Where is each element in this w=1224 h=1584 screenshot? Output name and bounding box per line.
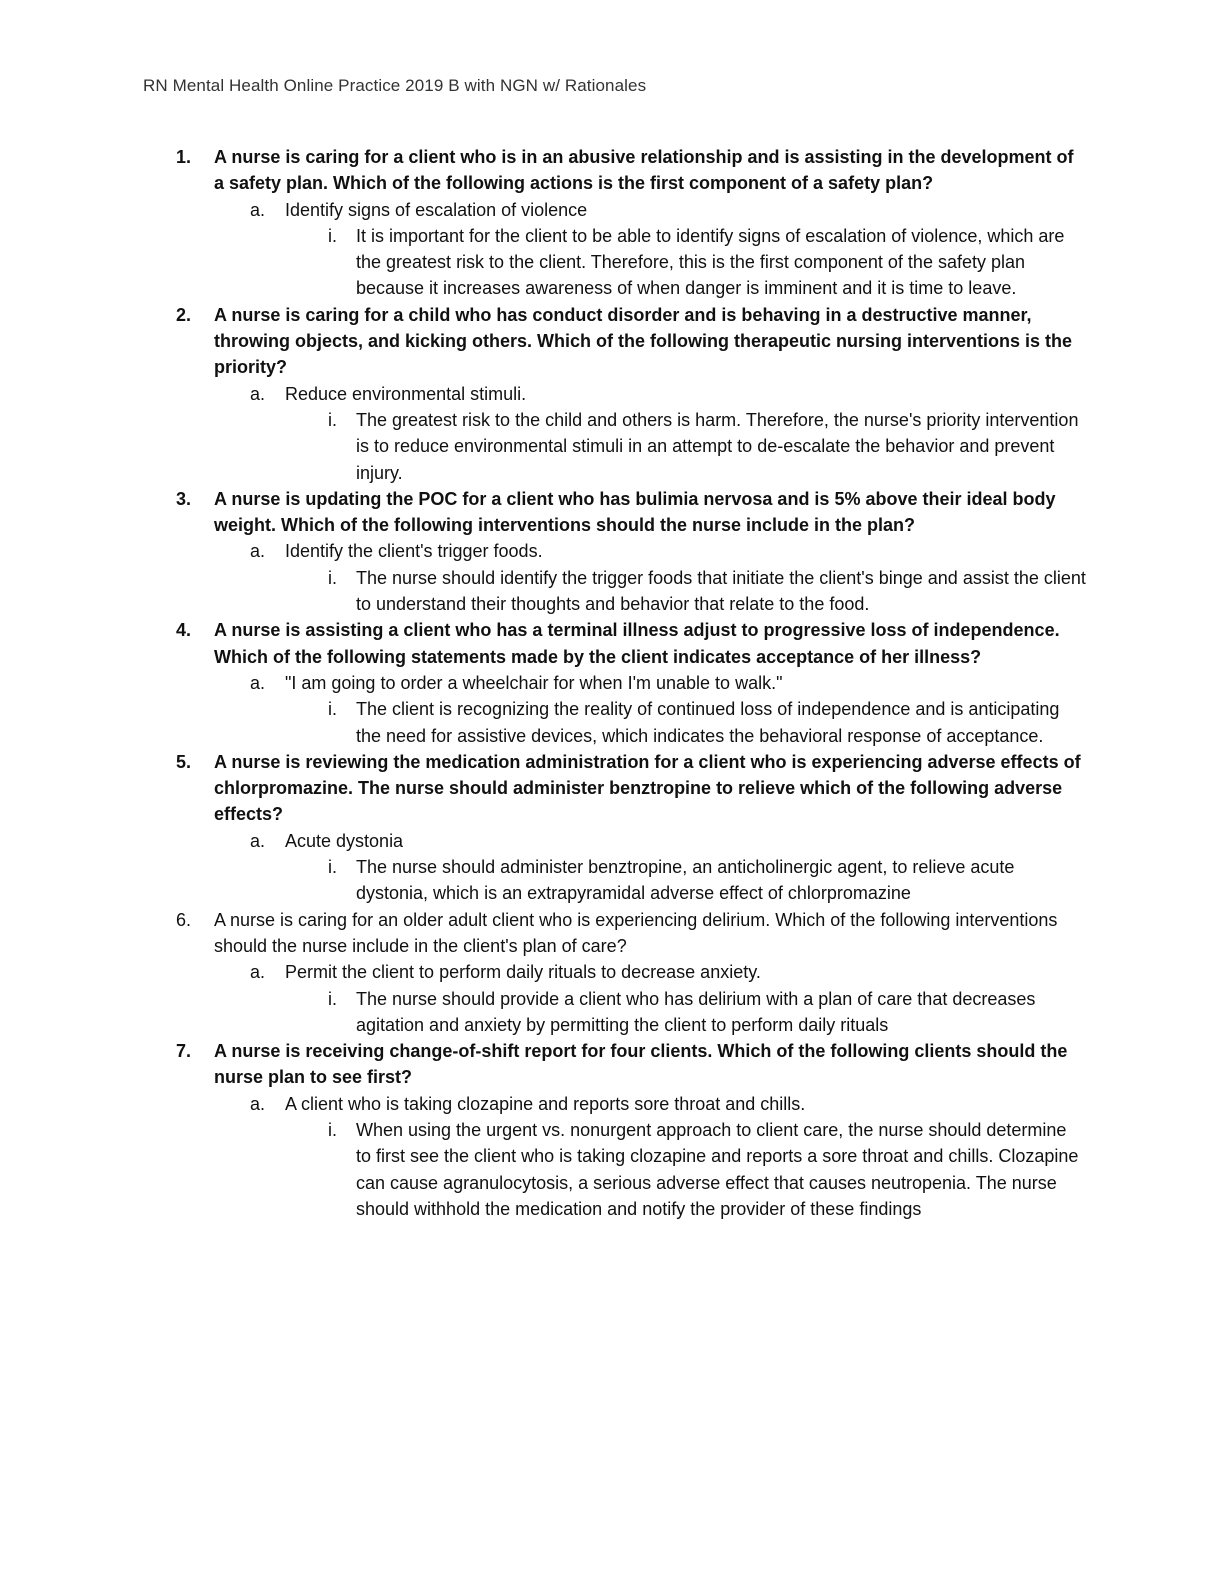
rationale-marker: i. xyxy=(328,988,337,1009)
answer-marker: a. xyxy=(250,830,266,851)
question-number: 1. xyxy=(176,147,192,167)
answer-2 xyxy=(0,381,1224,407)
question-number: 7. xyxy=(176,1041,192,1062)
question-list xyxy=(0,144,1224,1222)
answer-text: A client who is taking clozapine and reports sore throat and chills. xyxy=(285,1093,806,1114)
rationale-marker: i. xyxy=(328,699,337,720)
question-6 xyxy=(0,907,1224,960)
answer-marker: a. xyxy=(250,962,266,983)
answer-marker: a. xyxy=(250,1093,266,1114)
answer-marker: a. xyxy=(250,672,266,693)
question-text: A nurse is receiving change-of-shift report for four clients. Which of the following clients should the nurse plan to see first? xyxy=(214,1041,1068,1088)
question-text: A nurse is updating the POC for a client who has bulimia nervosa and is 5% above their ideal body weight. Which of the following interventions should the nurse include in the plan? xyxy=(214,488,1056,536)
rationale-marker: i. xyxy=(328,409,337,430)
answer-text: Permit the client to perform daily rituals to decrease anxiety. xyxy=(285,962,761,983)
rationale-3 xyxy=(0,565,1224,618)
question-text: A nurse is caring for a client who is in an abusive relationship and is assisting in the development of a safety plan. Which of the following actions is the first component of a safety plan? xyxy=(214,147,1074,194)
answer-5 xyxy=(0,828,1224,854)
answer-text: Identify signs of escalation of violence xyxy=(285,199,588,220)
question-1 xyxy=(0,144,1224,197)
answer-3 xyxy=(0,538,1224,564)
question-2 xyxy=(0,302,1224,381)
question-3 xyxy=(0,486,1224,539)
rationale-2 xyxy=(0,407,1224,486)
answer-text: Reduce environmental stimuli. xyxy=(285,383,527,404)
answer-marker: a. xyxy=(250,383,266,404)
rationale-text: The nurse should identify the trigger foods that initiate the client's binge and assist the client to understand their thoughts and behavior that relate to the food. xyxy=(356,567,1086,615)
rationale-text: It is important for the client to be able to identify signs of escalation of violence, which are the greatest risk to the client. Therefore, this is the first component of the safety plan because it increases awareness of when danger is imminent and it is time to leave. xyxy=(356,225,1065,299)
rationale-marker: i. xyxy=(328,1119,337,1140)
answer-text: Acute dystonia xyxy=(285,830,404,851)
question-text: A nurse is caring for a child who has conduct disorder and is behaving in a destructive manner, throwing objects, and kicking others. Which of the following therapeutic nursing interventions is the priority? xyxy=(214,304,1073,378)
rationale-5 xyxy=(0,854,1224,907)
rationale-1 xyxy=(0,223,1224,302)
question-number: 5. xyxy=(176,751,192,772)
answer-text: "I am going to order a wheelchair for when I'm unable to walk." xyxy=(285,672,783,693)
question-7 xyxy=(0,1038,1224,1091)
answer-4 xyxy=(0,670,1224,696)
answer-text: Identify the client's trigger foods. xyxy=(285,541,543,562)
document-header: RN Mental Health Online Practice 2019 B with NGN w/ Rationales xyxy=(143,76,647,95)
question-number: 4. xyxy=(176,620,192,641)
rationale-marker: i. xyxy=(328,567,337,588)
rationale-6 xyxy=(0,986,1224,1039)
question-number: 2. xyxy=(176,304,192,325)
question-5 xyxy=(0,749,1224,828)
answer-marker: a. xyxy=(250,541,266,562)
question-4 xyxy=(0,617,1224,670)
answer-7 xyxy=(0,1091,1224,1117)
question-text: A nurse is caring for an older adult client who is experiencing delirium. Which of the following interventions should the nurse include in the client's plan of care? xyxy=(214,909,1058,956)
answer-6 xyxy=(0,959,1224,985)
rationale-text: The client is recognizing the reality of continued loss of independence and is anticipating the need for assistive devices, which indicates the behavioral response of acceptance. xyxy=(356,699,1060,746)
rationale-4 xyxy=(0,696,1224,749)
question-number: 3. xyxy=(176,488,192,509)
answer-marker: a. xyxy=(250,199,266,220)
rationale-marker: i. xyxy=(328,225,337,246)
rationale-text: The greatest risk to the child and others is harm. Therefore, the nurse's priority intervention is to reduce environmental stimuli in an attempt to de-escalate the behavior and prevent injury. xyxy=(356,409,1079,483)
question-text: A nurse is assisting a client who has a terminal illness adjust to progressive loss of independence. Which of the following statements made by the client indicates acceptance of her illness? xyxy=(214,620,1060,667)
answer-1 xyxy=(0,197,1224,223)
rationale-7 xyxy=(0,1117,1224,1222)
rationale-text: When using the urgent vs. nonurgent approach to client care, the nurse should determine to first see the client who is taking clozapine and reports a sore throat and chills. Clozapine can cause agranulocytosis, a serious adverse effect that causes neutropenia. The nurse should withhold the medication and notify the provider of these findings xyxy=(356,1119,1079,1219)
rationale-text: The nurse should administer benztropine, an anticholinergic agent, to relieve acute dystonia, which is an extrapyramidal adverse effect of chlorpromazine xyxy=(356,857,1015,904)
rationale-text: The nurse should provide a client who has delirium with a plan of care that decreases agitation and anxiety by permitting the client to perform daily rituals xyxy=(356,988,1036,1035)
rationale-marker: i. xyxy=(328,857,337,878)
question-number: 6. xyxy=(176,909,192,930)
question-text: A nurse is reviewing the medication administration for a client who is experiencing adverse effects of chlorpromazine. The nurse should administer benztropine to relieve which of the following adverse effects? xyxy=(214,751,1081,825)
